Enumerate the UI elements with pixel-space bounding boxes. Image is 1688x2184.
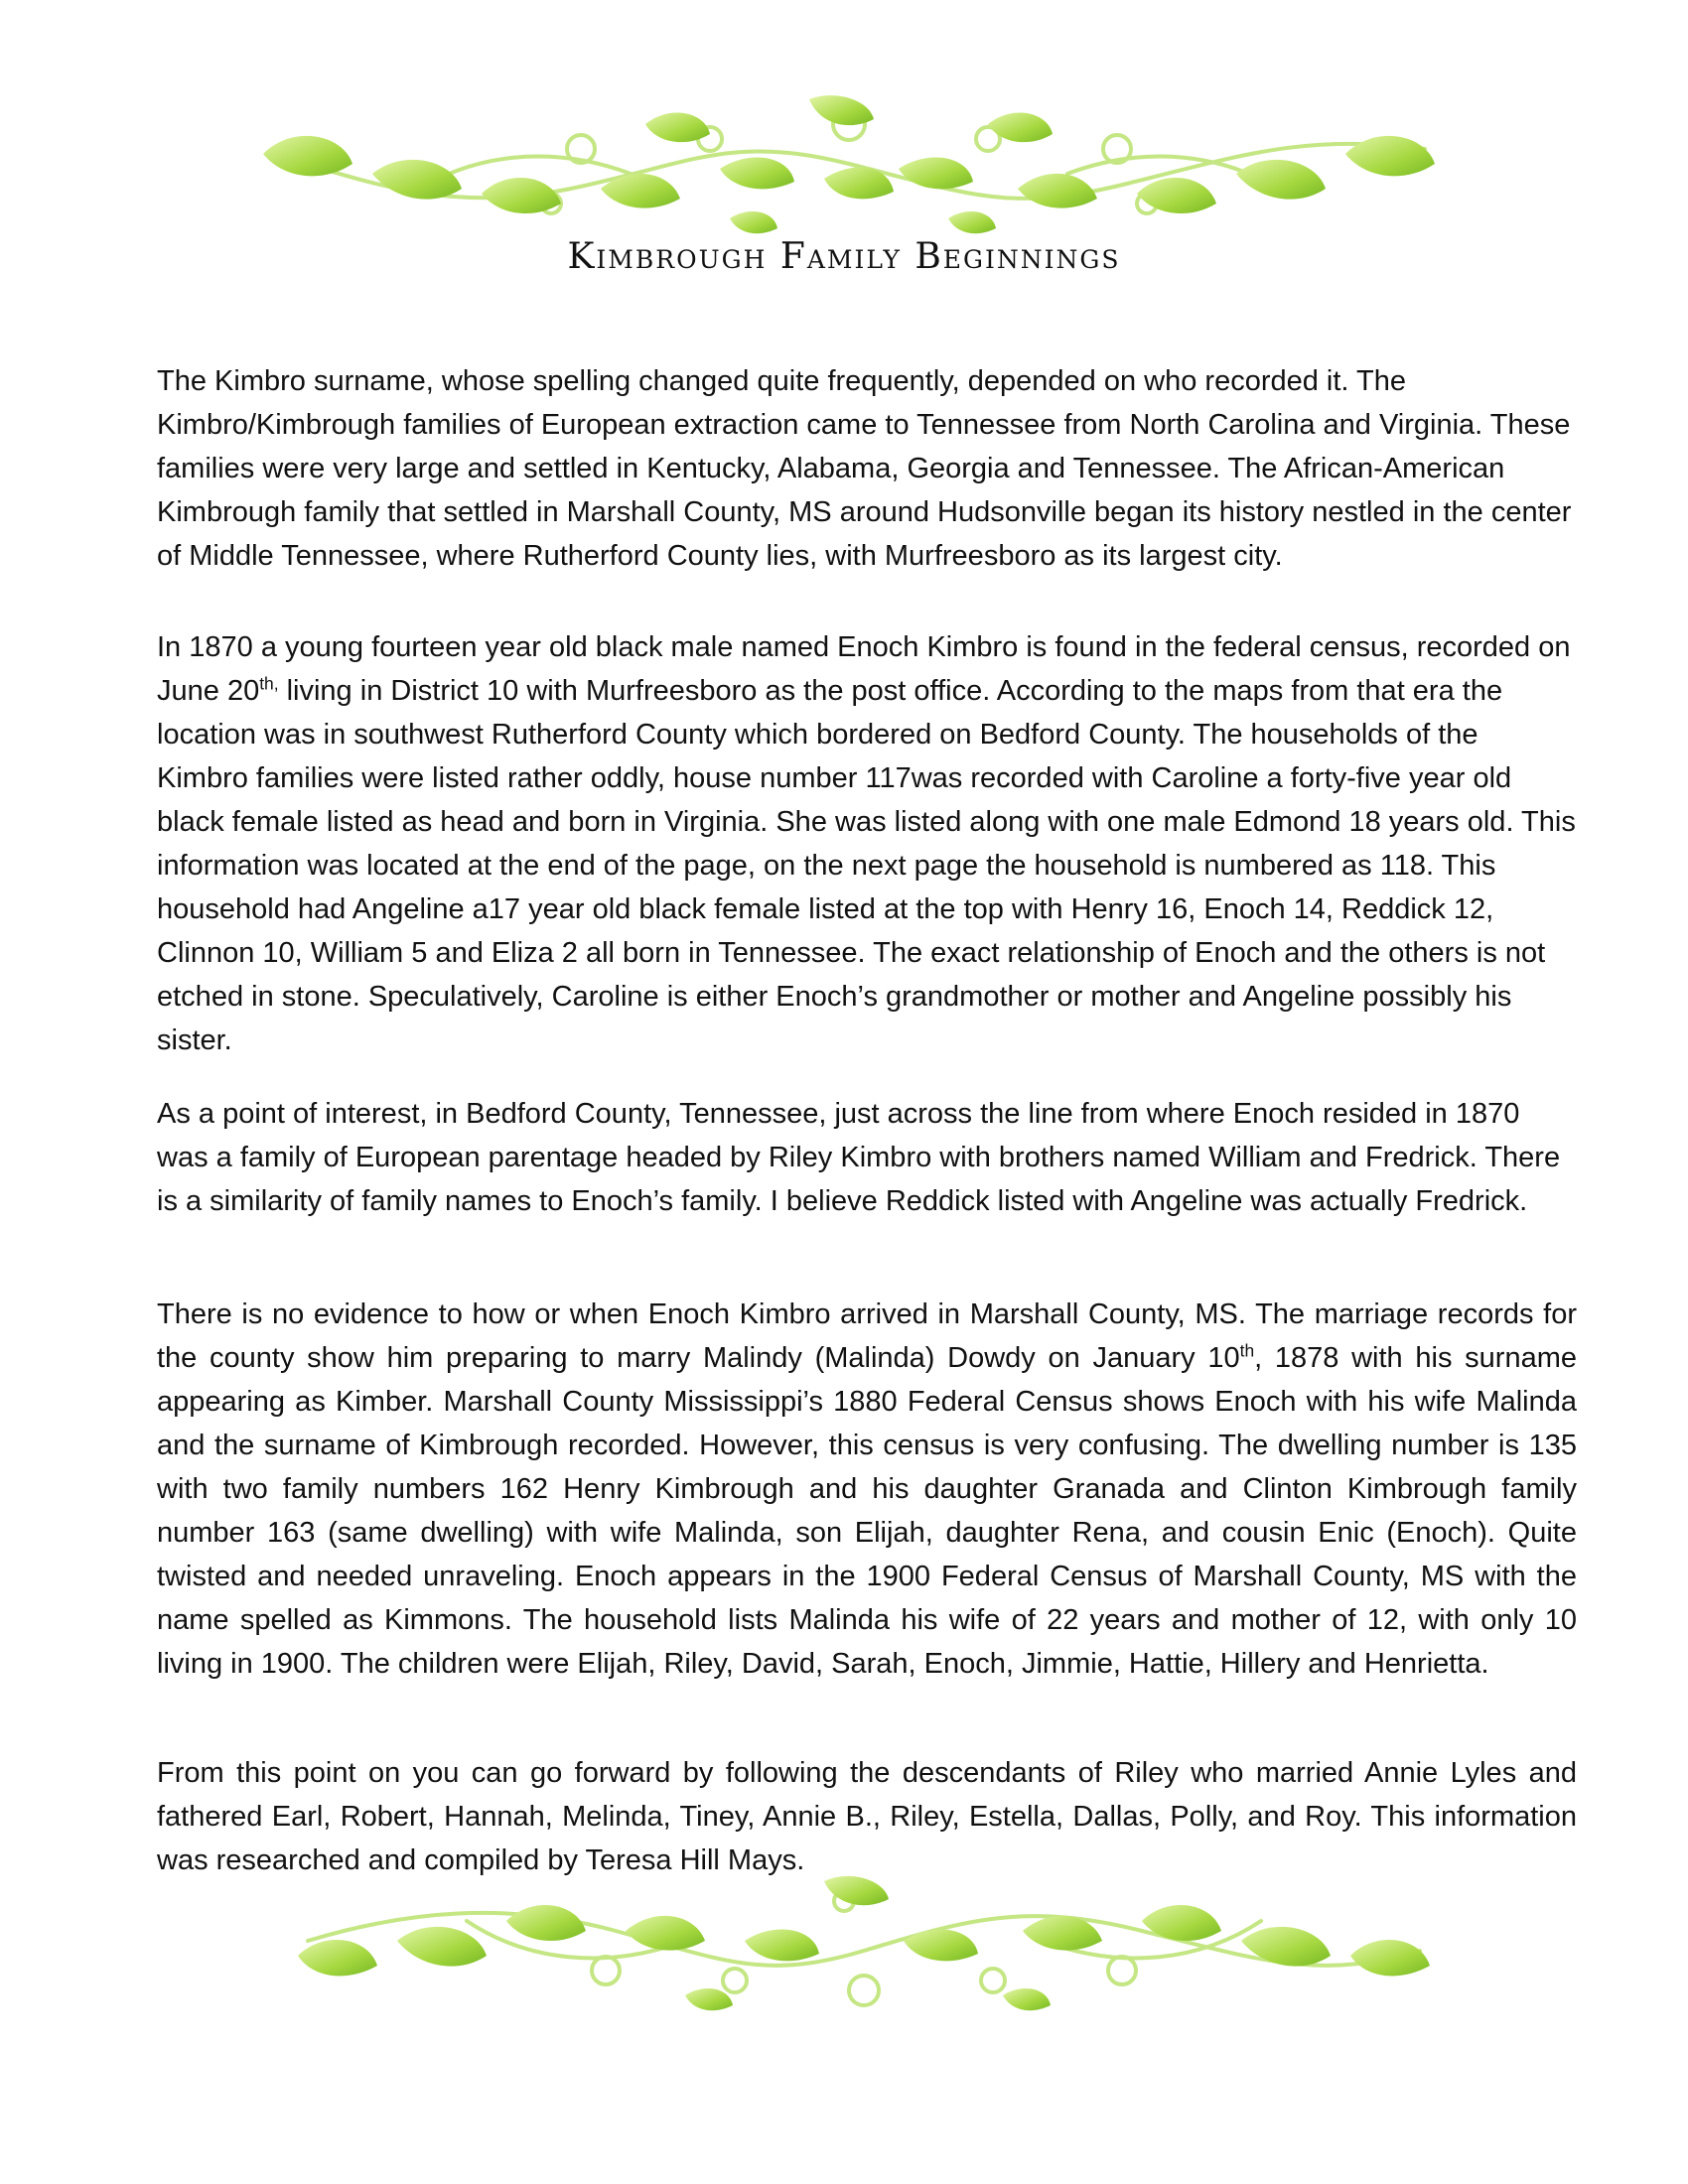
paragraph-marshall-county xyxy=(157,1293,1577,1686)
paragraph-text: There is no evidence to how or when Enoch Kimbro arrived in Marshall County, MS. The marriage records for the county show him preparing to marry Malindy (Malinda) Dowdy on January 10 xyxy=(157,1298,1577,1374)
paragraph-surname-origins xyxy=(157,359,1577,578)
top-vine-ornament xyxy=(253,94,1445,243)
paragraph-text: From this point on you can go forward by following the descendants of Riley who married Annie Lyles and fathered Earl, Robert, Hannah, Melinda, Tiney, Annie B., Riley, Estella, Dallas, Polly, and Roy. This information was researched and compiled by Teresa Hill Mays. xyxy=(157,1757,1577,1876)
paragraph-text: , 1878 with his surname appearing as Kimber. Marshall County Mississippi’s 1880 Federal Census shows Enoch with his wife Malinda and the surname of Kimbrough recorded. However, this census is very confusing. The dwelling number is 135 with two family numbers 162 Henry Kimbrough and his daughter Granada and Clinton Kimbrough family number 163 (same dwelling) with wife Malinda, son Elijah, daughter Rena, and cousin Enic (Enoch). Quite twisted and needed unraveling. Enoch appears in the 1900 Federal Census of Marshall County, MS with the name spelled as Kimmons. The household lists Malinda his wife of 22 years and mother of 12, with only 10 living in 1900. The children were Elijah, Riley, David, Sarah, Enoch, Jimmie, Hattie, Hillery and Henrietta. xyxy=(157,1342,1577,1680)
ordinal-suffix: th xyxy=(1239,1340,1255,1361)
paragraph-text: living in District 10 with Murfreesboro as the post office. According to the maps from that era the location was in southwest Rutherford County which bordered on Bedford County. The households of the Kimbro families were listed rather oddly, house number 117was recorded with Caroline a forty-five year old black female listed as head and born in Virginia. She was listed along with one male Edmond 18 years old. This information was located at the end of the page, on the next page the household is numbered as 118. This household had Angeline a17 year old black female listed at the top with Henry 16, Enoch 14, Reddick 12, Clinnon 10, William 5 and Eliza 2 all born in Tennessee. The exact relationship of Enoch and the others is not etched in stone. Speculatively, Caroline is either Enoch’s grandmother or mother and Angeline possibly his sister. xyxy=(157,675,1576,1056)
ordinal-suffix: th, xyxy=(259,673,279,694)
paragraph-text: The Kimbro surname, whose spelling changed quite frequently, depended on who recorded it. The Kimbro/Kimbrough families of European extraction came to Tennessee from North Carolina and Virginia. These families were very large and settled in Kentucky, Alabama, Georgia and Tennessee. The African-American Kimbrough family that settled in Marshall County, MS around Hudsonville began its history nestled in the center of Middle Tennessee, where Rutherford County lies, with Murfreesboro as its largest city. xyxy=(157,365,1572,572)
paragraph-1870-census xyxy=(157,625,1577,1062)
page-title: Kimbrough Family Beginnings xyxy=(567,236,1121,277)
paragraph-bedford-county xyxy=(157,1092,1577,1223)
paragraph-descendants xyxy=(157,1751,1577,1882)
paragraph-text: As a point of interest, in Bedford County, Tennessee, just across the line from where Enoch resided in 1870 was a family of European parentage headed by Riley Kimbro with brothers named William and Fredrick. There is a similarity of family names to Enoch’s family. I believe Reddick listed with Angeline was actually Fredrick. xyxy=(157,1098,1561,1217)
paragraph-text: In 1870 a young fourteen year old black male named Enoch Kimbro is found in the federal census, recorded on June 20 xyxy=(157,631,1571,707)
bottom-vine-ornament xyxy=(288,1871,1440,2020)
